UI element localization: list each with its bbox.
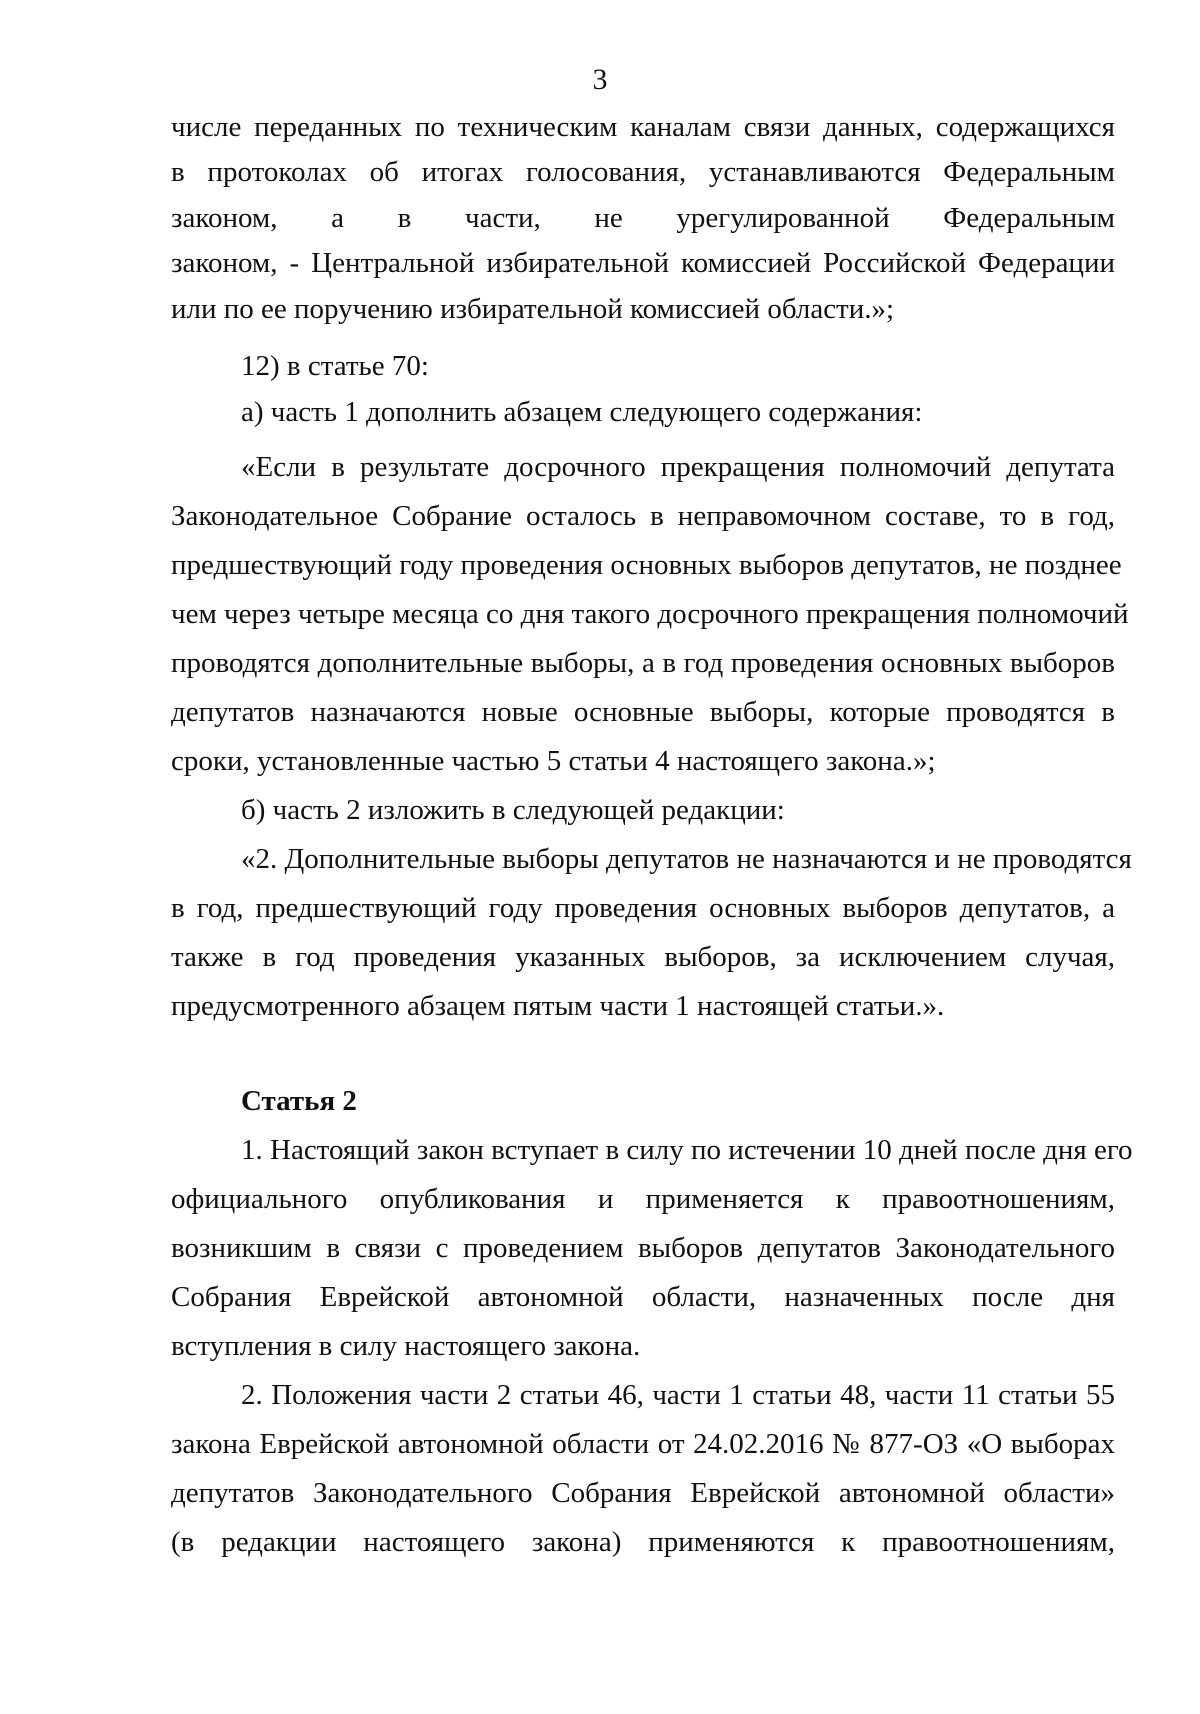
text-line: сроки, установленные частью 5 статьи 4 настоящего закона.»; — [171, 745, 936, 777]
text-line: депутатов назначаются новые основные выборы, которые проводятся в — [171, 696, 1115, 728]
text-line: закона Еврейской автономной области от 24.02.2016 № 877-ОЗ «О выборах — [171, 1428, 1115, 1460]
text-line: а) часть 1 дополнить абзацем следующего содержания: — [241, 396, 923, 428]
text-line: «2. Дополнительные выборы депутатов не назначаются и не проводятся — [241, 843, 1132, 875]
text-line: проводятся дополнительные выборы, а в год проведения основных выборов — [171, 647, 1115, 679]
text-line: (в редакции настоящего закона) применяются к правоотношениям, — [171, 1526, 1115, 1558]
text-line: официального опубликования и применяется к правоотношениям, — [171, 1183, 1115, 1215]
text-line: б) часть 2 изложить в следующей редакции: — [241, 794, 785, 826]
text-line: законом, а в части, не урегулированной Федеральным — [171, 202, 1115, 234]
text-line: депутатов Законодательного Собрания Еврейской автономной области» — [171, 1477, 1115, 1509]
text-line: предусмотренного абзацем пятым части 1 настоящей статьи.». — [171, 990, 945, 1022]
text-line: предшествующий году проведения основных выборов депутатов, не позднее — [171, 549, 1122, 581]
text-line: законом, - Центральной избирательной комиссией Российской Федерации — [171, 247, 1115, 279]
text-line: или по ее поручению избирательной комиссией области.»; — [171, 293, 895, 325]
text-line: возникшим в связи с проведением выборов депутатов Законодательного — [171, 1232, 1115, 1264]
text-line: 2. Положения части 2 статьи 46, части 1 статьи 48, части 11 статьи 55 — [241, 1379, 1115, 1411]
text-line: также в год проведения указанных выборов, за исключением случая, — [171, 941, 1115, 973]
text-line: Законодательное Собрание осталось в неправомочном составе, то в год, — [171, 500, 1115, 532]
text-line: в протоколах об итогах голосования, устанавливаются Федеральным — [171, 156, 1115, 188]
text-line: «Если в результате досрочного прекращения полномочий депутата — [241, 451, 1115, 483]
text-line: 12) в статье 70: — [241, 350, 429, 382]
text-line: Собрания Еврейской автономной области, назначенных после дня — [171, 1281, 1115, 1313]
text-line: 1. Настоящий закон вступает в силу по истечении 10 дней после дня его — [241, 1134, 1133, 1166]
article-heading: Статья 2 — [241, 1085, 357, 1117]
text-line: в год, предшествующий году проведения основных выборов депутатов, а — [171, 892, 1115, 924]
text-line: вступления в силу настоящего закона. — [171, 1330, 641, 1362]
page-number: 3 — [592, 63, 608, 96]
text-line: чем через четыре месяца со дня такого досрочного прекращения полномочий — [171, 598, 1129, 630]
text-line: числе переданных по техническим каналам связи данных, содержащихся — [171, 111, 1115, 143]
